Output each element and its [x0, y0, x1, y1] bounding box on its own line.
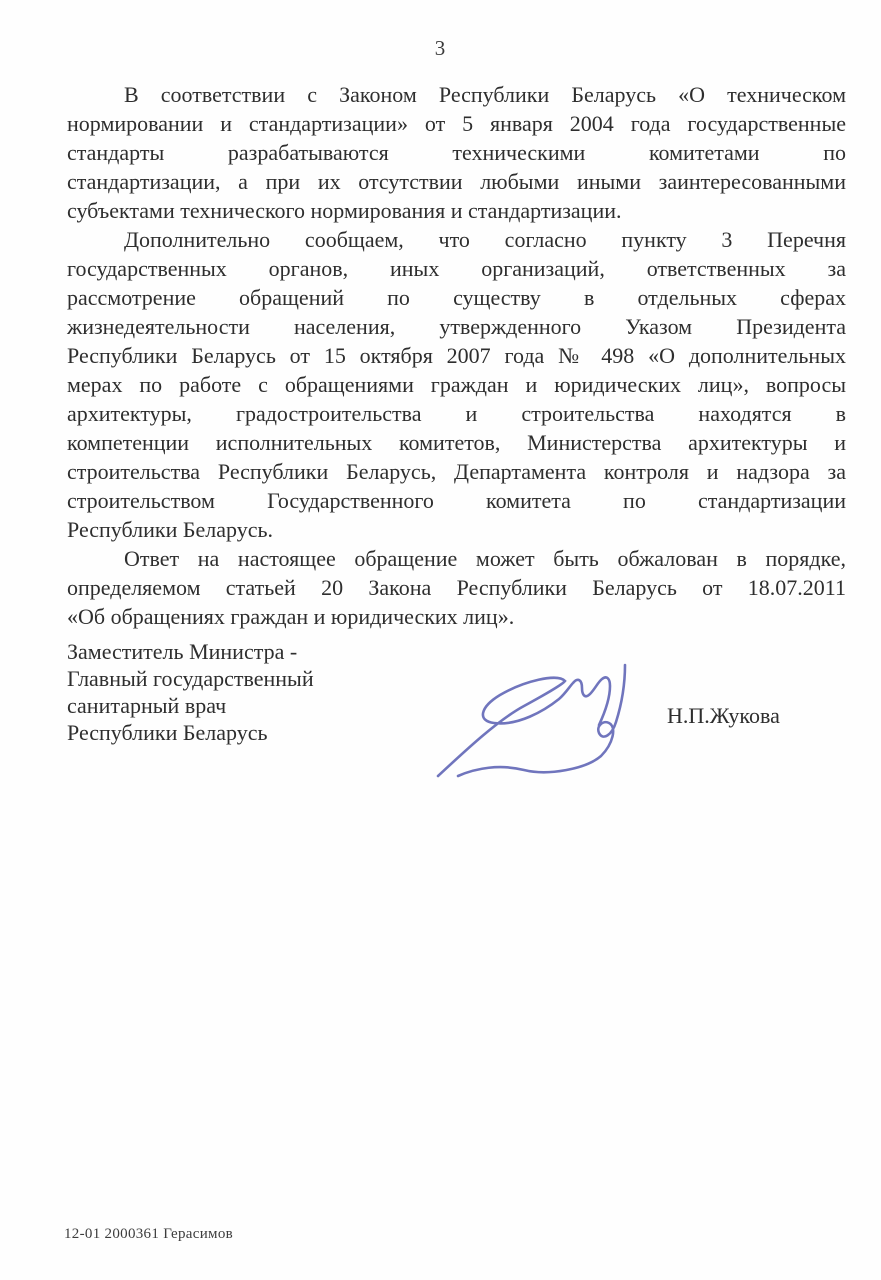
text-line: Республики Беларусь.	[67, 517, 274, 542]
text-line: рассмотрение обращений по существу в отдельных сферах	[67, 285, 846, 310]
text-line: архитектуры, градостроительства и строительства находятся в	[67, 401, 846, 426]
signatory-title-line: Республики Беларусь	[67, 720, 268, 745]
signatory-title	[67, 638, 314, 746]
text-line: «Об обращениях граждан и юридических лиц».	[67, 604, 515, 629]
text-line: компетенции исполнительных комитетов, Министерства архитектуры и	[67, 430, 846, 455]
paragraph	[67, 80, 846, 225]
paragraph	[67, 225, 846, 544]
signatory-title-line: санитарный врач	[67, 693, 227, 718]
text-line: В соответствии с Законом Республики Беларусь «О техническом	[124, 82, 846, 107]
text-line: стандартизации, а при их отсутствии любыми иными заинтересованными	[67, 169, 846, 194]
text-line: Ответ на настоящее обращение может быть обжалован в порядке,	[124, 546, 846, 571]
page-number: 3	[434, 36, 447, 60]
text-line: Дополнительно сообщаем, что согласно пункту 3 Перечня	[124, 227, 846, 252]
signatory-title-line: Заместитель Министра -	[67, 639, 298, 664]
letter-body	[67, 80, 846, 631]
paragraph	[67, 544, 846, 631]
text-line: строительством Государственного комитета по стандартизации	[67, 488, 846, 513]
doc-reference-footer: 12-01 2000361 Герасимов	[64, 1226, 233, 1242]
text-line: государственных органов, иных организаций, ответственных за	[67, 256, 846, 281]
text-line: мерах по работе с обращениями граждан и юридических лиц», вопросы	[67, 372, 846, 397]
text-line: субъектами технического нормирования и стандартизации.	[67, 198, 622, 223]
text-line: нормировании и стандартизации» от 5 января 2004 года государственные	[67, 111, 846, 136]
signatory-title-line: Главный государственный	[67, 666, 314, 691]
text-line: строительства Республики Беларусь, Департамента контроля и надзора за	[67, 459, 846, 484]
text-line: стандарты разрабатываются техническими комитетами по	[67, 140, 846, 165]
handwritten-signature-ink	[428, 648, 653, 783]
text-line: Республики Беларусь от 15 октября 2007 года № 498 «О дополнительных	[67, 343, 846, 368]
signatory-name: Н.П.Жукова	[667, 703, 780, 728]
text-line: жизнедеятельности населения, утвержденного Указом Президента	[67, 314, 846, 339]
text-line: определяемом статьей 20 Закона Республики Беларусь от 18.07.2011	[67, 575, 846, 600]
